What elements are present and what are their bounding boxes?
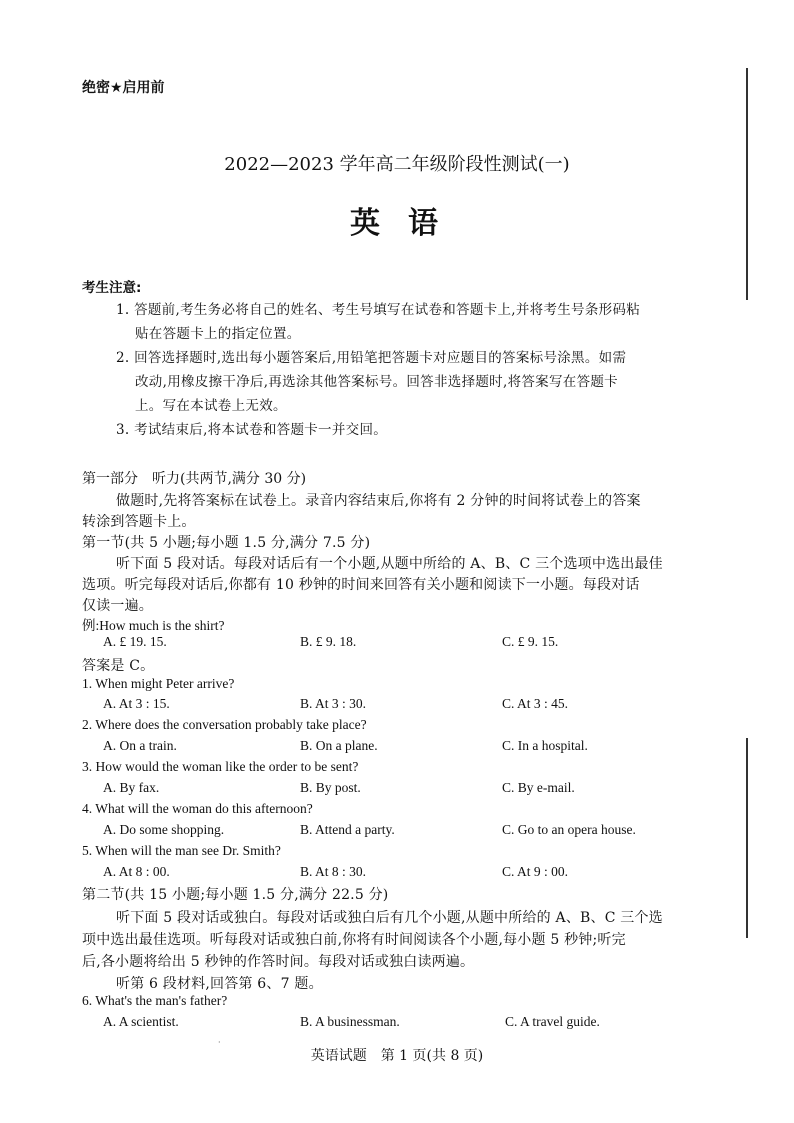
confidential-label: 绝密★启用前 [82,80,165,96]
q1-option-a: A. At 3 : 15. [103,696,170,711]
question-4: 4. What will the woman do this afternoon? [82,801,313,816]
question-6: 6. What's the man's father? [82,993,228,1008]
q5-option-c: C. At 9 : 00. [502,864,569,879]
scan-dot: · [218,1038,221,1047]
q5-option-a: A. At 8 : 00. [103,864,170,879]
q4-option-b: B. Attend a party. [300,822,395,837]
q2-option-c: C. In a hospital. [502,738,588,753]
section2-intro-line: 项中选出最佳选项。听每段对话或独白前,你将有时间阅读各个小题,每小题 5 秒钟;听完 [82,932,626,948]
q2-option-b: B. On a plane. [300,738,378,753]
question-1: 1. When might Peter arrive? [82,676,235,691]
q4-option-a: A. Do some shopping. [103,822,225,837]
example-question: 例:How much is the shirt? [82,618,225,633]
section2-heading: 第二节(共 15 小题;每小题 1.5 分,满分 22.5 分) [82,887,389,903]
material-6-instruction: 听第 6 段材料,回答第 6、7 题。 [116,976,323,992]
part1-heading: 第一部分 听力(共两节,满分 30 分) [82,471,307,487]
q3-option-a: A. By fax. [103,780,160,795]
margin-rule [746,738,748,938]
example-option-b: B. £ 9. 18. [300,634,357,649]
section1-intro-line: 选项。听完每段对话后,你都有 10 秒钟的时间来回答有关小题和阅读下一小题。每段对话 [82,577,640,593]
notice-line: 改动,用橡皮擦干净后,再选涂其他答案标号。回答非选择题时,将答案写在答题卡 [135,374,618,390]
notice-line: 上。写在本试卷上无效。 [135,398,287,414]
question-2: 2. Where does the conversation probably take place? [82,717,367,732]
example-option-c: C. £ 9. 15. [502,634,559,649]
notice-line: 1. 答题前,考生务必将自己的姓名、考生号填写在试卷和答题卡上,并将考生号条形码粘 [116,302,641,318]
q6-option-c: C. A travel guide. [505,1014,600,1029]
notice-line: 2. 回答选择题时,选出每小题答案后,用铅笔把答题卡对应题目的答案标号涂黑。如需 [116,350,627,366]
page-footer: 英语试题 第 1 页(共 8 页) [310,1048,484,1064]
example-option-a: A. £ 19. 15. [103,634,167,649]
exam-title: 2022—2023 学年高二年级阶段性测试(一) [224,154,570,175]
q3-option-c: C. By e-mail. [502,780,575,795]
section2-intro-line: 听下面 5 段对话或独白。每段对话或独白后有几个小题,从题中所给的 A、B、C 三个选 [116,910,663,926]
section1-intro-line: 听下面 5 段对话。每段对话后有一个小题,从题中所给的 A、B、C 三个选项中选出最佳 [116,556,663,572]
notice-heading: 考生注意: [82,280,142,296]
notice-line: 贴在答题卡上的指定位置。 [135,326,301,342]
q1-option-b: B. At 3 : 30. [300,696,367,711]
question-3: 3. How would the woman like the order to be sent? [82,759,359,774]
q6-option-b: B. A businessman. [300,1014,400,1029]
margin-rule [746,68,748,300]
q4-option-c: C. Go to an opera house. [502,822,636,837]
notice-line: 3. 考试结束后,将本试卷和答题卡一并交回。 [116,422,388,438]
question-5: 5. When will the man see Dr. Smith? [82,843,281,858]
q1-option-c: C. At 3 : 45. [502,696,569,711]
part1-intro-line: 做题时,先将答案标在试卷上。录音内容结束后,你将有 2 分钟的时间将试卷上的答案 [116,493,641,509]
q6-option-a: A. A scientist. [103,1014,179,1029]
q5-option-b: B. At 8 : 30. [300,864,367,879]
subject-title: 英语 [350,206,466,241]
part1-intro-line: 转涂到答题卡上。 [82,514,196,530]
example-answer: 答案是 C。 [82,658,155,674]
section2-intro-line: 后,各小题将给出 5 秒钟的作答时间。每段对话或独白读两遍。 [82,954,475,970]
q3-option-b: B. By post. [300,780,361,795]
section1-intro-line: 仅读一遍。 [82,598,153,614]
q2-option-a: A. On a train. [103,738,177,753]
section1-heading: 第一节(共 5 小题;每小题 1.5 分,满分 7.5 分) [82,535,371,551]
